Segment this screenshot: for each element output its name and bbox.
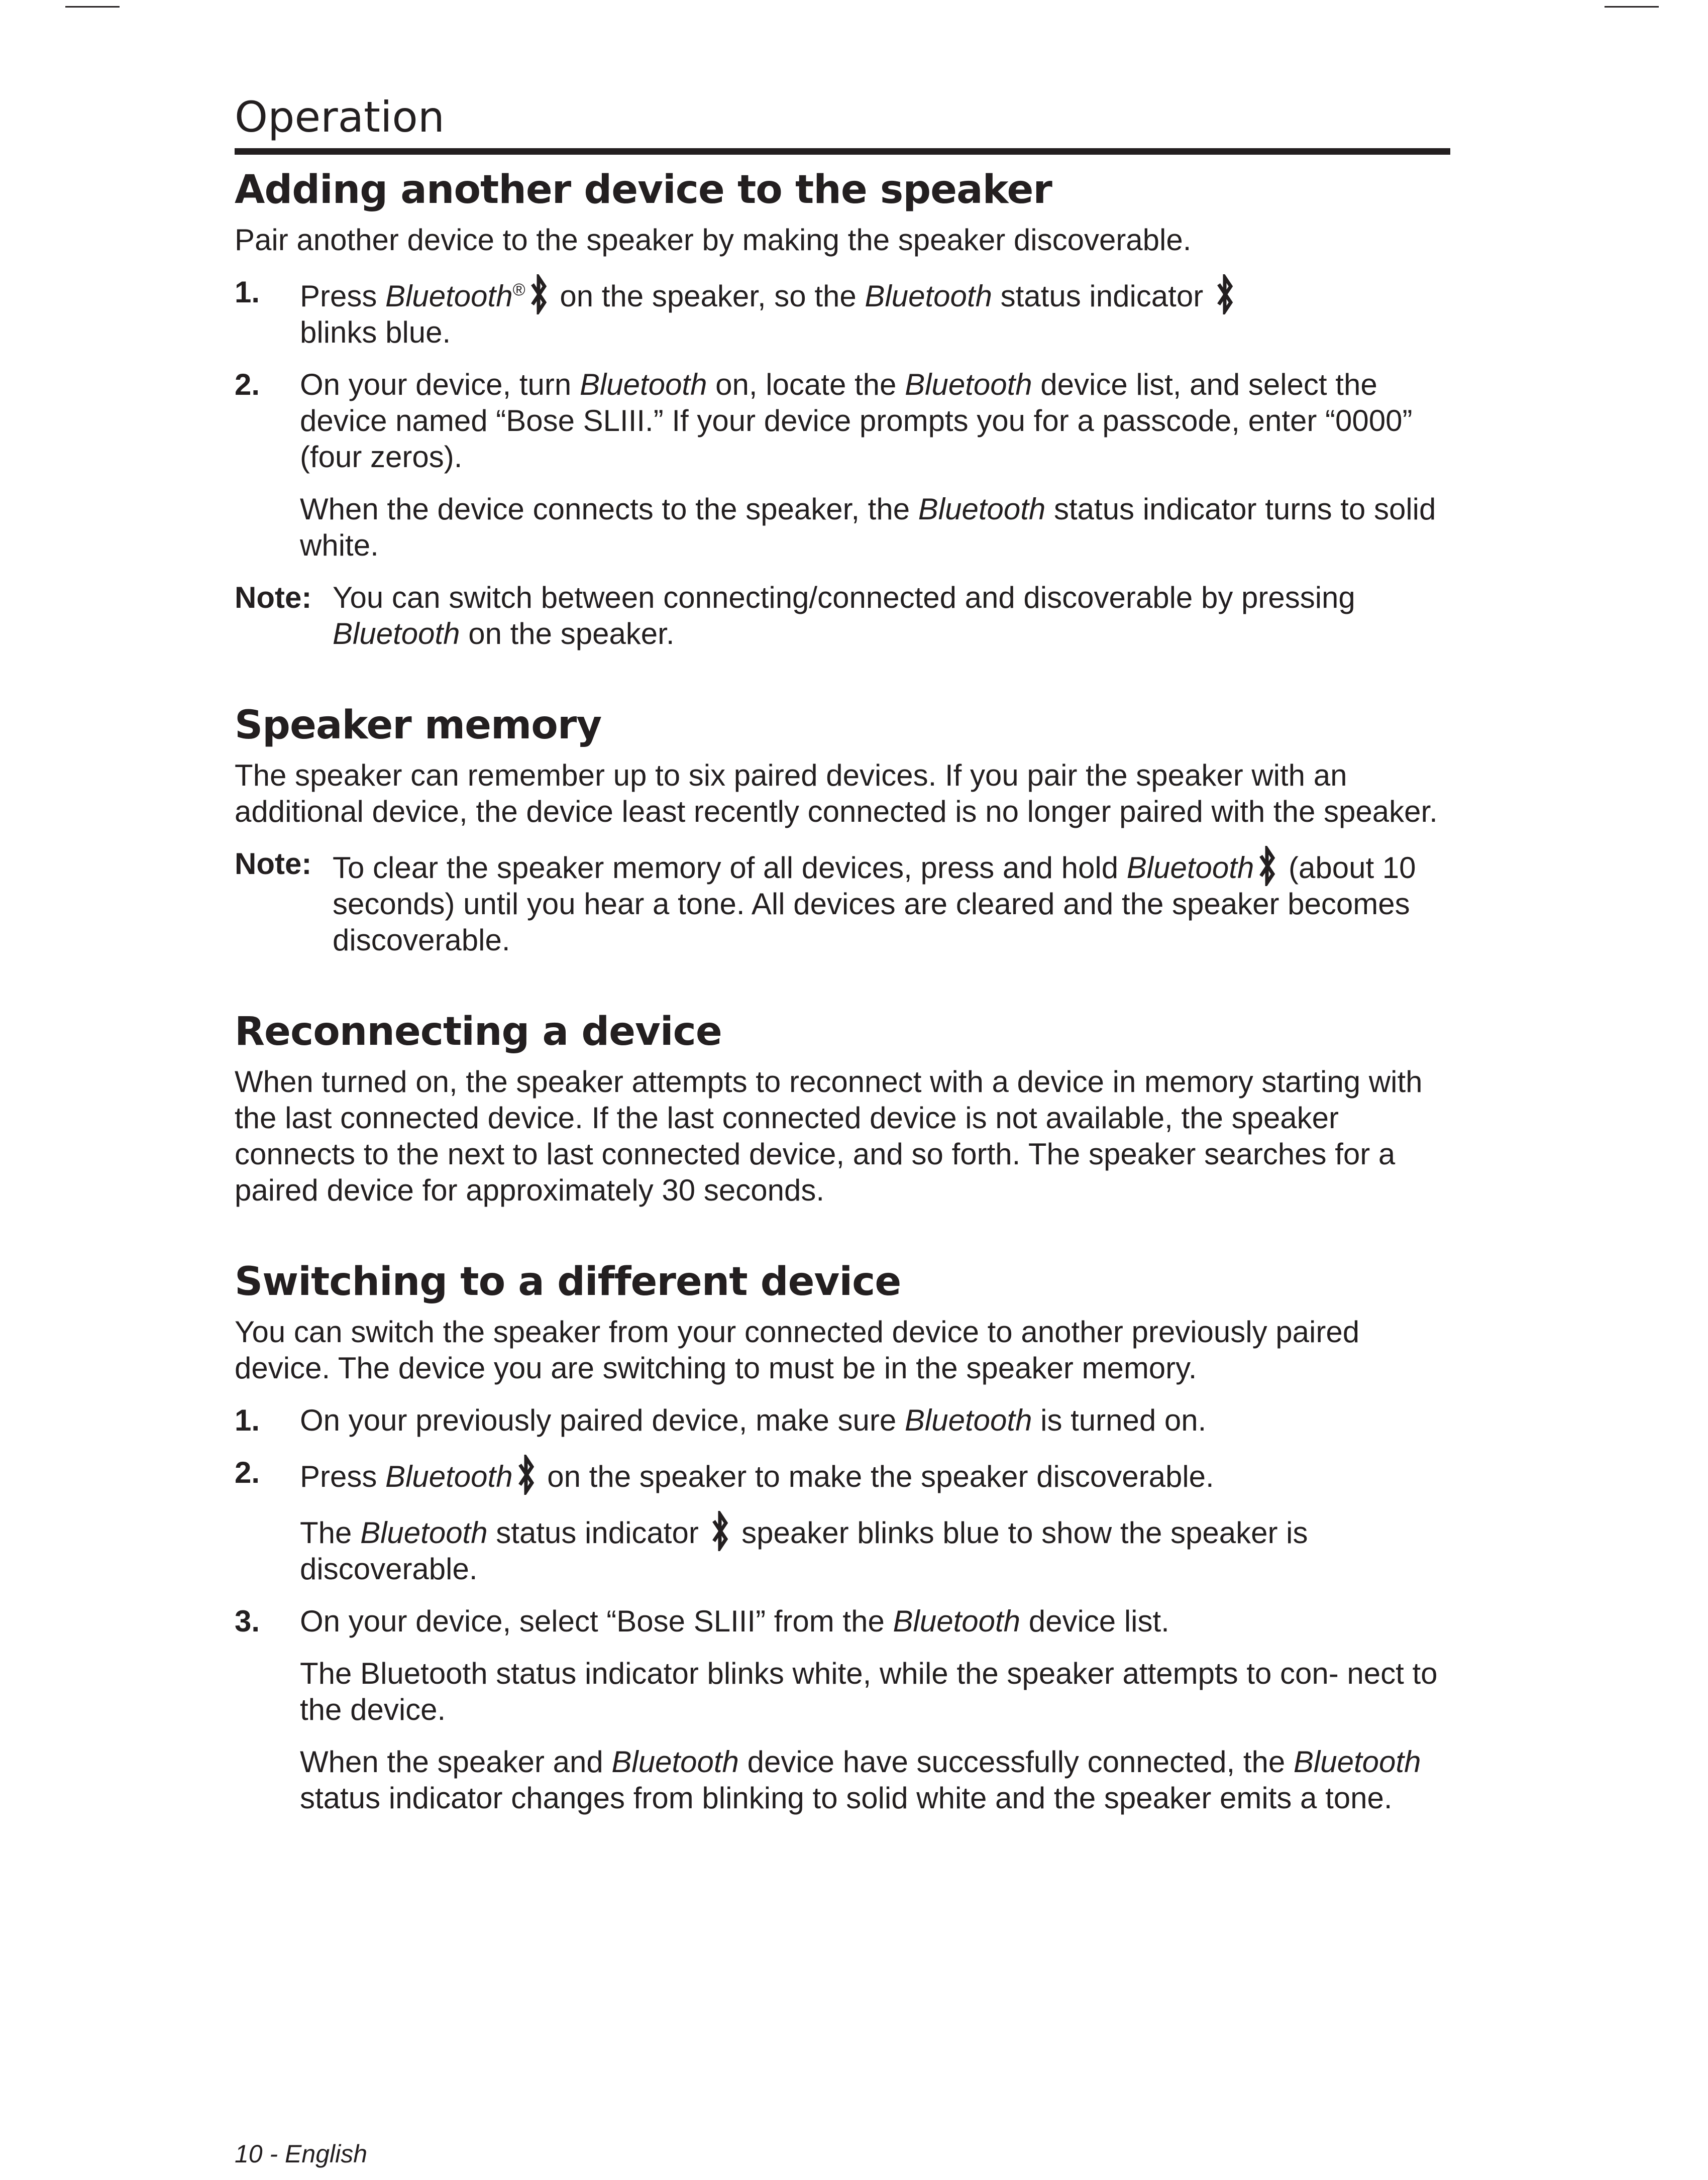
bluetooth-icon: [1214, 274, 1236, 314]
manual-page: [235, 93, 1450, 1832]
step-number: 1.: [235, 1403, 260, 1437]
heading-adding-device: Adding another device to the speaker: [235, 167, 1052, 212]
adding-intro: Pair another device to the speaker by making the speaker discoverable.: [235, 223, 1192, 257]
heading-reconnecting: Reconnecting a device: [235, 1009, 722, 1054]
step-number: 3.: [235, 1604, 260, 1638]
switching-step-1: 1. On your previously paired device, make sure Bluetooth is turned on.: [235, 1402, 1450, 1439]
heading-switching: Switching to a different device: [235, 1259, 901, 1304]
section-title: Operation: [235, 93, 1450, 155]
bluetooth-icon: [515, 1455, 537, 1495]
memory-body: The speaker can remember up to six paired devices. If you pair the speaker with an additional device, the device least recently connected is no longer paired with the speaker.: [235, 758, 1438, 828]
switching-step-2-result: The Bluetooth status indicator speaker blinks blue to show the speaker is discoverable.: [300, 1511, 1450, 1587]
note-label: Note:: [235, 847, 312, 881]
note-label: Note:: [235, 581, 312, 614]
switching-step-2: 2. Press Bluetooth on the speaker to make the speaker discoverable. The Bluetooth status indicator speaker blinks blue to show the speaker is discoverable.: [235, 1455, 1450, 1587]
page-footer: 10 - English: [235, 2140, 368, 2168]
adding-step-2: 2. On your device, turn Bluetooth on, locate the Bluetooth device list, and select the device named “Bose SLIII.” If your device prompts you for a passcode, enter “0000” (four zeros). When the device connects to the speaker, the Bluetooth status indicator turns to solid white.: [235, 367, 1450, 564]
switching-step-3-status: The Bluetooth status indicator blinks white, while the speaker attempts to con- nect to the device.: [300, 1657, 1438, 1726]
switching-step-3-result: When the speaker and Bluetooth device have successfully connected, the Bluetooth status indicator changes from blinking to solid white and the speaker emits a tone.: [300, 1745, 1421, 1815]
switching-step-3: 3. On your device, select “Bose SLIII” from the Bluetooth device list. The Bluetooth status indicator blinks white, while the speaker attempts to con- nect to the device. When the speaker and Bluetooth device have successfully connected, the Bluetooth status indicator changes from blinking to solid white and the speaker emits a tone.: [235, 1603, 1450, 1816]
step-number: 2.: [235, 368, 260, 401]
bluetooth-icon: [1256, 846, 1278, 886]
adding-step-2-result: When the device connects to the speaker, the Bluetooth status indicator turns to solid white.: [300, 492, 1436, 562]
switching-intro: You can switch the speaker from your connected device to another previously paired device. The device you are switching to must be in the speaker memory.: [235, 1315, 1360, 1385]
bluetooth-icon: [527, 274, 550, 314]
memory-note: Note: To clear the speaker memory of all devices, press and hold Bluetooth (about 10 seconds) until you hear a tone. All devices are cleared and the speaker becomes discoverable.: [235, 846, 1450, 958]
heading-speaker-memory: Speaker memory: [235, 703, 602, 748]
adding-step-1: 1. Press Bluetooth® on the speaker, so the Bluetooth status indicator blinks blue.: [235, 274, 1450, 351]
crop-mark-right: [1605, 6, 1659, 8]
step-number: 1.: [235, 275, 260, 309]
crop-mark-left: [65, 6, 120, 8]
adding-note: Note: You can switch between connecting/connected and discoverable by pressing Bluetooth on the speaker.: [235, 580, 1450, 652]
bluetooth-icon: [709, 1511, 731, 1551]
step-number: 2.: [235, 1456, 260, 1489]
reconnecting-body: When turned on, the speaker attempts to reconnect with a device in memory starting with the last connected device. If the last connected device is not available, the speaker connects to the next to last connected device, and so forth. The speaker searches for a paired device for approximately 30 seconds.: [235, 1065, 1423, 1207]
registered-mark: ®: [512, 280, 525, 299]
